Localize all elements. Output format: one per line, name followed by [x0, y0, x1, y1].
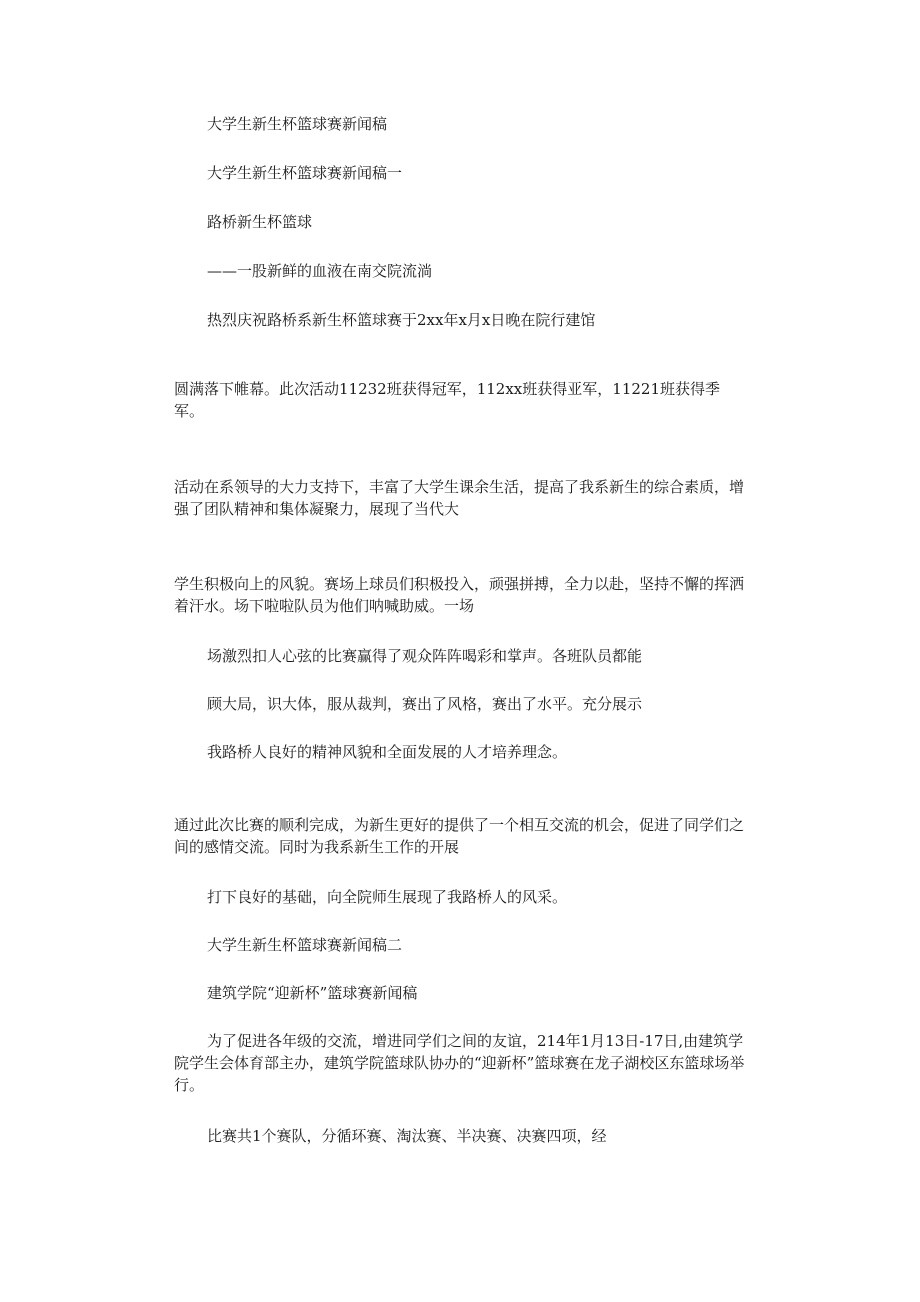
paragraph: 场激烈扣人心弦的比赛赢得了观众阵阵喝彩和掌声。各班队员都能	[207, 647, 643, 665]
section-heading-2: 大学生新生杯篮球赛新闻稿二	[207, 936, 403, 954]
paragraph: 顾大局，识大体，服从裁判，赛出了风格，赛出了水平。充分展示	[207, 695, 643, 713]
article-title: 建筑学院“迎新杯”篮球赛新闻稿	[207, 984, 418, 1002]
paragraph: 打下良好的基础，向全院师生展现了我路桥人的风采。	[207, 888, 568, 906]
subheading: 路桥新生杯篮球	[207, 213, 313, 231]
paragraph: 学生积极向上的风貌。赛场上球员们积极投入，顽强拼搏，全力以赴，坚持不懈的挥洒着汗水。场下啦啦队员为他们呐喊助威。一场	[174, 575, 745, 615]
paragraph: 通过此次比赛的顺利完成，为新生更好的提供了一个相互交流的机会，促进了同学们之间的感情交流。同时为我系新生工作的开展	[174, 816, 745, 856]
paragraph: 圆满落下帷幕。此次活动11232班获得冠军，112xx班获得亚军，11221班获得季军。	[174, 380, 720, 420]
section-heading-1: 大学生新生杯篮球赛新闻稿一	[207, 164, 403, 182]
paragraph: 热烈庆祝路桥系新生杯篮球赛于2xx年x月x日晚在院行建馆	[207, 311, 596, 329]
paragraph: 活动在系领导的大力支持下，丰富了大学生课余生活，提高了我系新生的综合素质，增强了团队精神和集体凝聚力，展现了当代大	[174, 478, 745, 518]
paragraph: 为了促进各年级的交流，增进同学们之间的友谊，214年1月13日-17日,由建筑学院学生会体育部主办，建筑学院篮球队协办的“迎新杯”篮球赛在龙子湖校区东篮球场举行。	[174, 1032, 745, 1094]
document-title: 大学生新生杯篮球赛新闻稿	[207, 115, 388, 133]
paragraph: 我路桥人良好的精神风貌和全面发展的人才培养理念。	[207, 743, 568, 761]
subtitle: ——一股新鲜的血液在南交院流淌	[207, 262, 433, 280]
paragraph: 比赛共1个赛队，分循环赛、淘汰赛、半决赛、决赛四项，经	[207, 1127, 607, 1145]
